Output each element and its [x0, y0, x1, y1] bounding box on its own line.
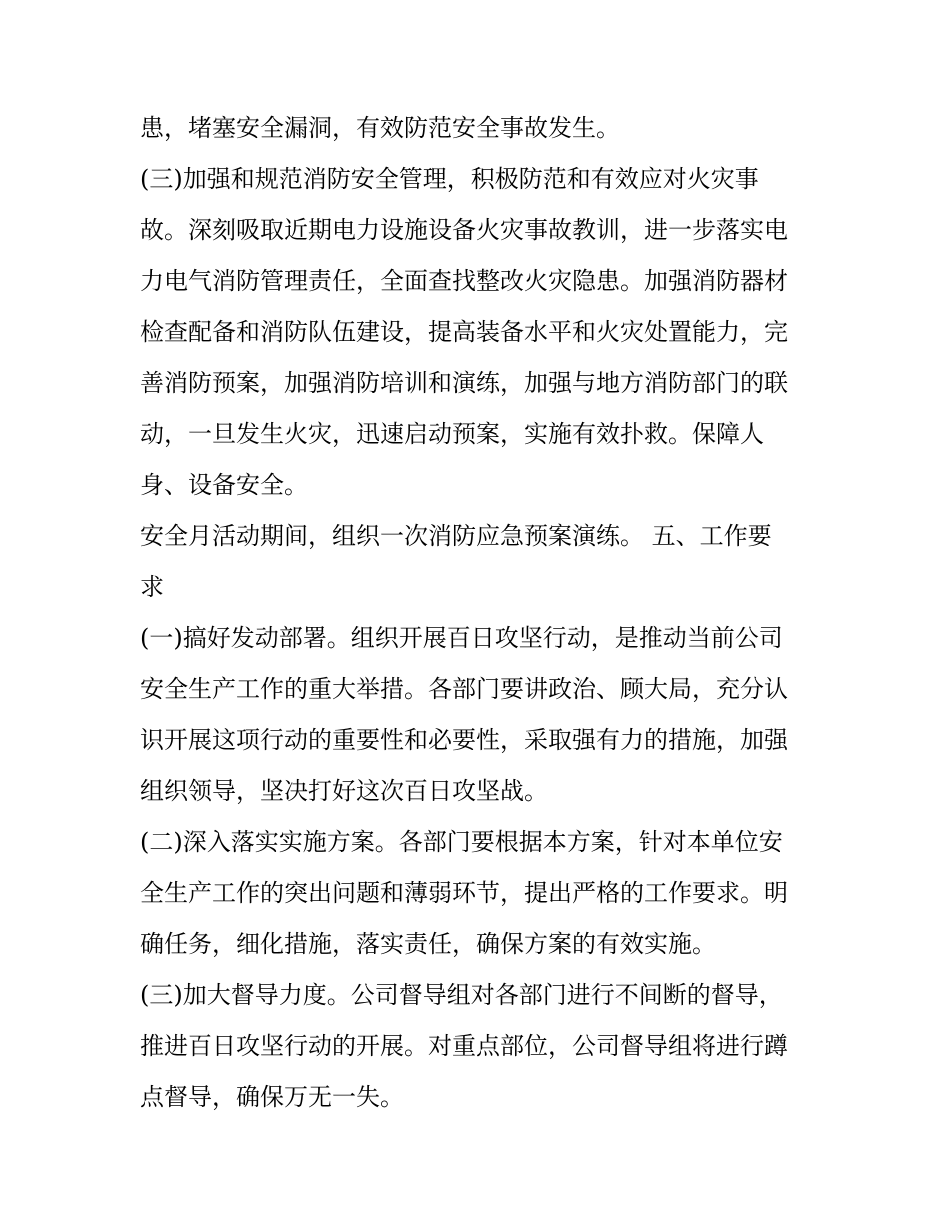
text-line: 患，堵塞安全漏洞，有效防范安全事故发生。: [140, 114, 620, 142]
text-line: 检查配备和消防队伍建设，提高装备水平和火灾处置能力，完: [140, 318, 788, 346]
text-line: (一)搞好发动部署。组织开展百日攻坚行动，是推动当前公司: [140, 624, 783, 652]
text-line: (二)深入落实实施方案。各部门要根据本方案，针对本单位安: [140, 828, 783, 856]
text-line: 安全生产工作的重大举措。各部门要讲政治、顾大局，充分认: [140, 675, 788, 703]
text-line: 求: [140, 573, 164, 601]
text-line: (三)加强和规范消防安全管理，积极防范和有效应对火灾事: [140, 165, 759, 193]
text-line: 点督导，确保万无一失。: [140, 1083, 404, 1111]
text-line: 全生产工作的突出问题和薄弱环节，提出严格的工作要求。明: [140, 879, 788, 907]
body-text: [140, 103, 815, 1123]
text-line: 推进百日攻坚行动的开展。对重点部位，公司督导组将进行蹲: [140, 1032, 788, 1060]
text-line: 组织领导，坚决打好这次百日攻坚战。: [140, 777, 548, 805]
text-line: 识开展这项行动的重要性和必要性，采取强有力的措施，加强: [140, 726, 788, 754]
text-line: 动，一旦发生火灾，迅速启动预案，实施有效扑救。保障人: [140, 420, 764, 448]
text-line: 善消防预案，加强消防培训和演练，加强与地方消防部门的联: [140, 369, 788, 397]
text-line: 故。深刻吸取近期电力设施设备火灾事故教训，进一步落实电: [140, 216, 788, 244]
text-line: 确任务，细化措施，落实责任，确保方案的有效实施。: [140, 930, 716, 958]
text-line: 身、设备安全。: [140, 471, 308, 499]
text-line: 安全月活动期间，组织一次消防应急预案演练。 五、工作要: [140, 522, 772, 550]
text-line: (三)加大督导力度。公司督导组对各部门进行不间断的督导，: [140, 981, 783, 1009]
text-line: 力电气消防管理责任，全面查找整改火灾隐患。加强消防器材: [140, 267, 788, 295]
